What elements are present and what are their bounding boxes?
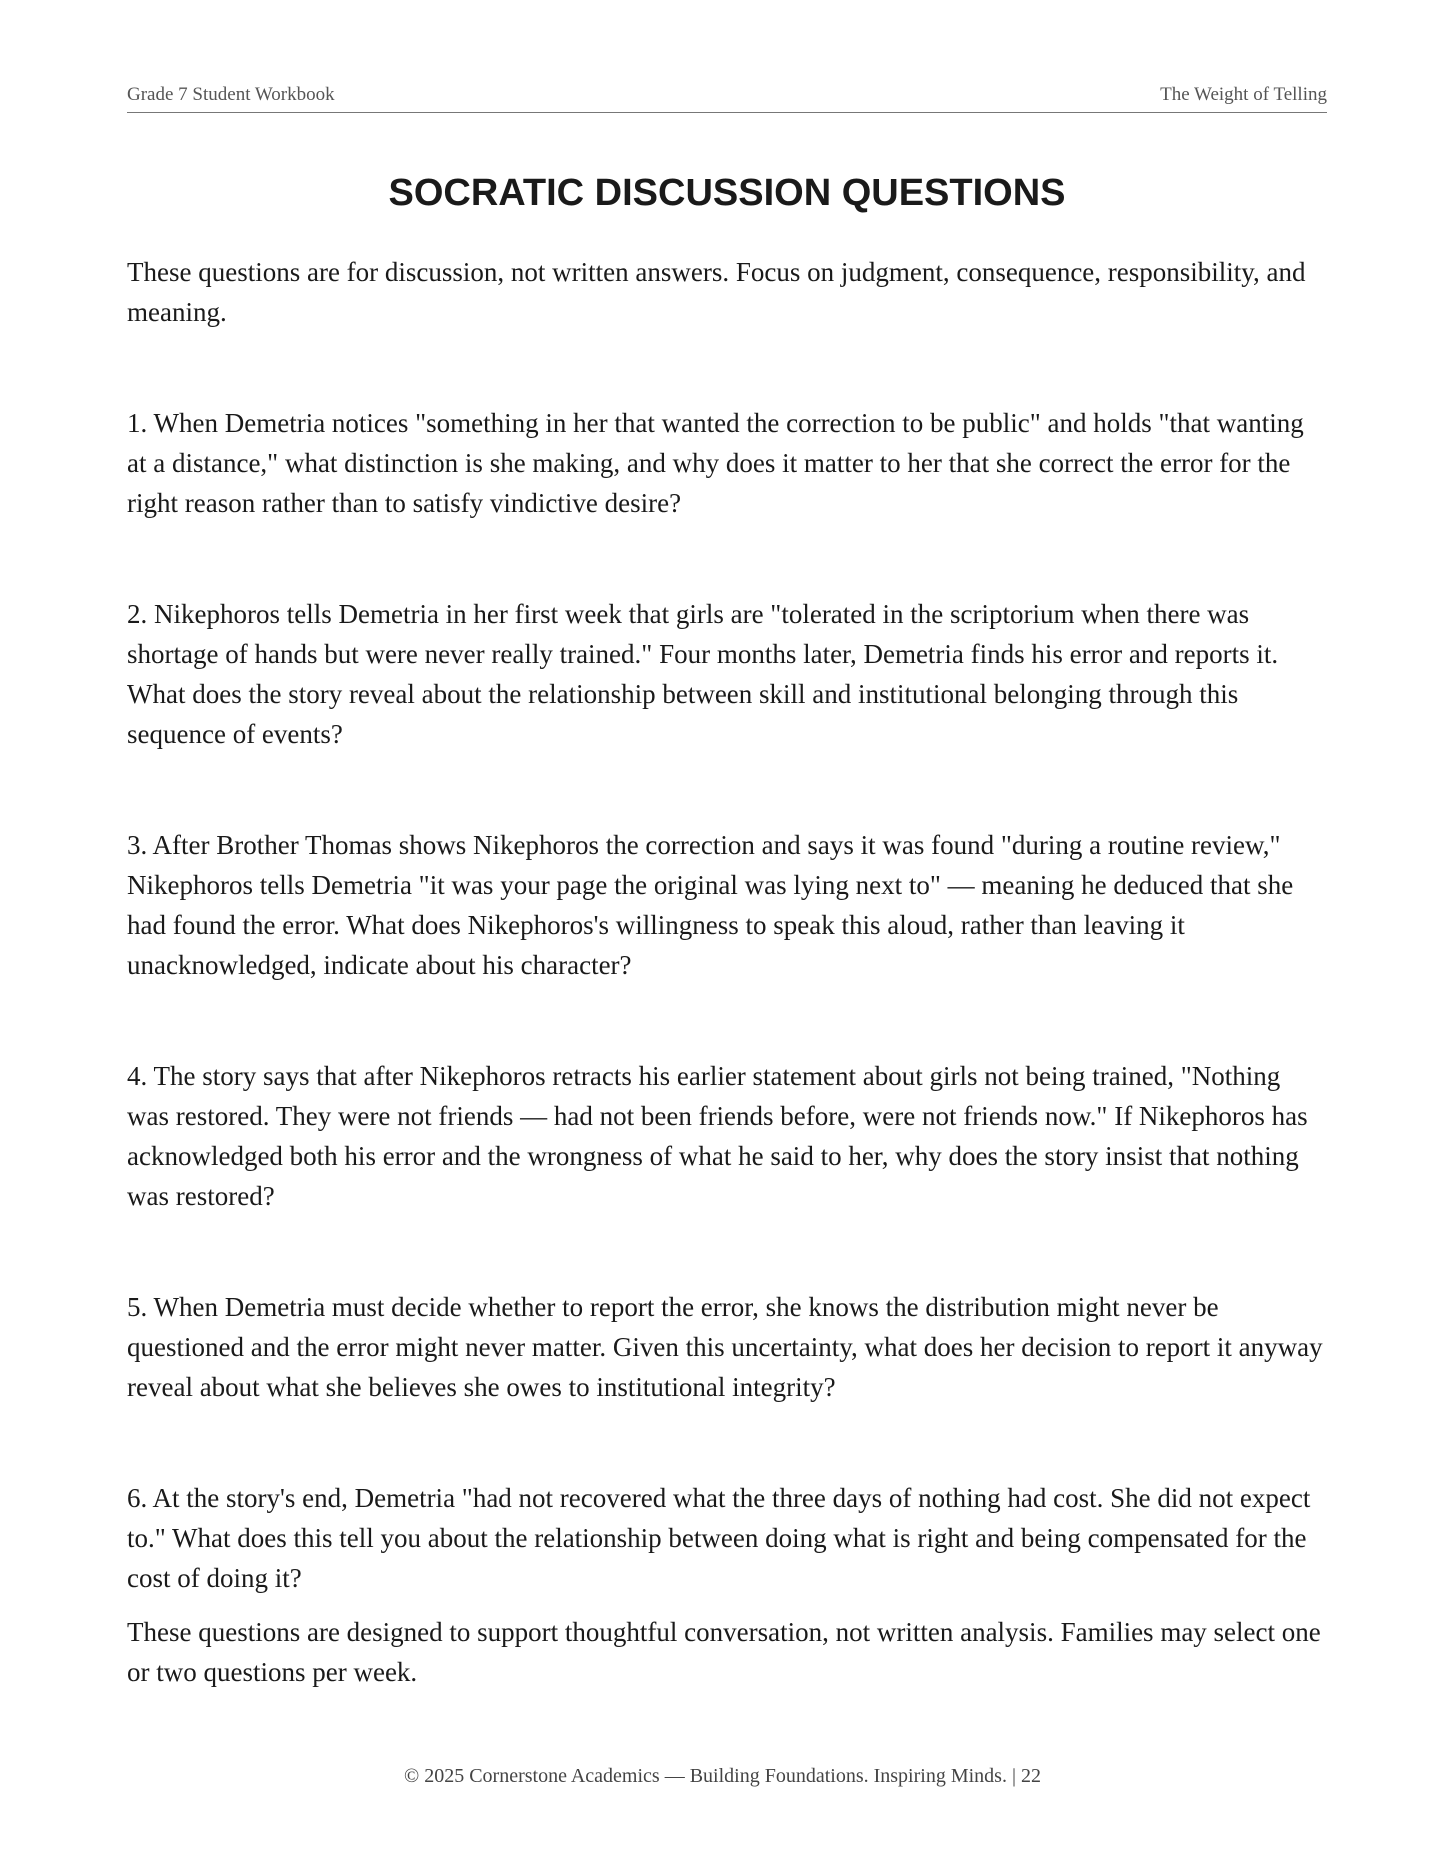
intro-paragraph: These questions are for discussion, not written answers. Focus on judgment, consequence, responsibility, and meaning. <box>127 257 1306 327</box>
main-content <box>127 252 1327 1692</box>
question-1: 1. When Demetria notices "something in her that wanted the correction to be public" and holds "that wanting at a distance," what distinction is she making, and why does it matter to her that she correct the error for the right reason rather than to satisfy vindictive desire? <box>127 408 1304 518</box>
question-4: 4. The story says that after Nikephoros retracts his earlier statement about girls not being trained, "Nothing was restored. They were not friends — had not been friends before, were not friends now." If Nikephoros has acknowledged both his error and the wrongness of what he said to her, why does the story insist that nothing was restored? <box>127 1061 1308 1211</box>
page-title: SOCRATIC DISCUSSION QUESTIONS <box>388 172 1066 214</box>
question-5: 5. When Demetria must decide whether to report the error, she knows the distribution might never be questioned and the error might never matter. Given this uncertainty, what does her decision to report it anyway reveal about what she believes she owes to institutional integrity? <box>127 1292 1323 1402</box>
header-workbook-label: Grade 7 Student Workbook <box>127 84 335 105</box>
question-6: 6. At the story's end, Demetria "had not recovered what the three days of nothing had cost. She did not expect to." What does this tell you about the relationship between doing what is right and being compensated for the cost of doing it? <box>127 1483 1311 1593</box>
page-footer: © 2025 Cornerstone Academics — Building Foundations. Inspiring Minds. | 22 <box>404 1765 1041 1787</box>
question-3: 3. After Brother Thomas shows Nikephoros the correction and says it was found "during a routine review," Nikephoros tells Demetria "it was your page the original was lying next to" — meaning he deduced that she had found the error. What does Nikephoros's willingness to speak this aloud, rather than leaving it unacknowledged, indicate about his character? <box>127 830 1294 980</box>
closing-paragraph: These questions are designed to support thoughtful conversation, not written analysis. Families may select one or two questions per week. <box>127 1617 1321 1687</box>
page-header <box>127 84 1327 113</box>
header-story-title: The Weight of Telling <box>1160 84 1327 105</box>
question-2: 2. Nikephoros tells Demetria in her first week that girls are "tolerated in the scriptorium when there was shortage of hands but were never really trained." Four months later, Demetria finds his error and reports it. What does the story reveal about the relationship between skill and institutional belonging through this sequence of events? <box>127 599 1279 749</box>
